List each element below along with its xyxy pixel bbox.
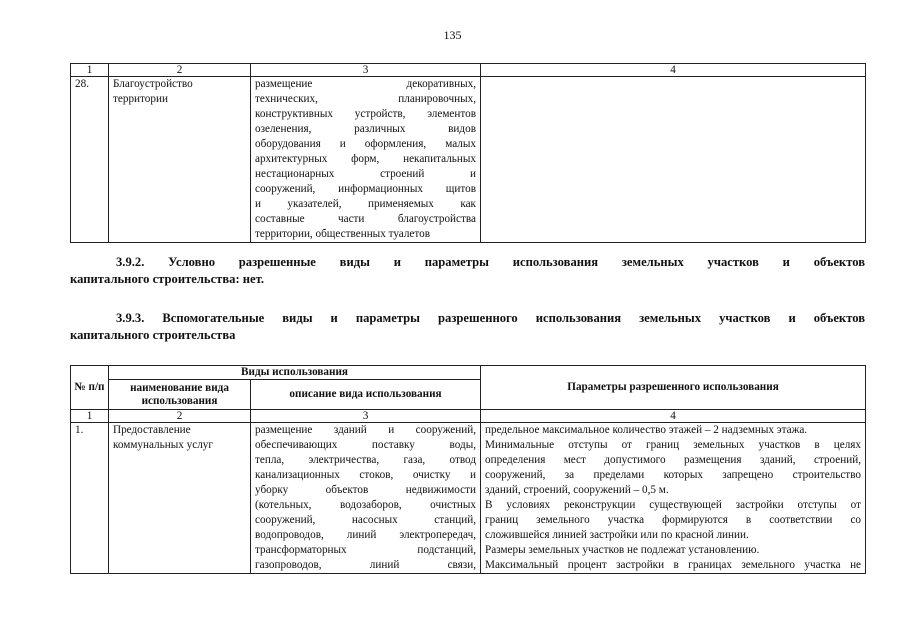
column-number: 4 [481, 410, 866, 423]
header-use-kinds: Виды использования [109, 366, 481, 380]
text-line: сложившейся линией застройки или по красной линии. [485, 529, 749, 541]
text-line: нестационарных строений и [255, 168, 476, 180]
heading-line: 3.9.2. Условно разрешенные виды и параметры использования земельных участков и объектов [116, 255, 865, 269]
use-parameters [481, 423, 866, 574]
row-number: 1. [71, 423, 109, 574]
text-line: обеспечивающих поставку воды, [255, 439, 477, 451]
text-line: зданий, строений, сооружений – 0,5 м. [485, 484, 669, 496]
text-line: Благоустройство [113, 78, 193, 90]
use-name [109, 77, 251, 243]
heading-line: капитального строительства [70, 328, 236, 342]
text-line: предельное максимальное количество этажей – 2 надземных этажа. [485, 424, 808, 436]
text-line: коммунальных услуг [113, 439, 213, 451]
text-line: территории, общественных туалетов [255, 228, 431, 240]
use-parameters [481, 77, 866, 243]
row-number: 28. [71, 77, 109, 243]
text-line: озеленения, различных видов [255, 123, 476, 135]
column-number: 2 [109, 410, 251, 423]
column-number: 3 [251, 64, 481, 77]
use-name [109, 423, 251, 574]
text-line: сооружений, информационных щитов [255, 183, 476, 195]
text-line: газопроводов, линий связи, [255, 559, 477, 571]
text-line: размещение зданий и сооружений, [255, 424, 477, 436]
text-line: размещение декоративных, [255, 78, 476, 90]
column-number-row [71, 64, 866, 77]
heading-line: капитального строительства: нет. [70, 272, 265, 286]
text-line: Максимальный процент застройки в границах земельного участка не [485, 559, 862, 571]
text-line: тепла, электричества, газа, отвод [255, 454, 477, 466]
text-line: архитектурных форм, некапитальных [255, 153, 476, 165]
column-number: 4 [481, 64, 866, 77]
column-number-row [71, 410, 866, 423]
text-line: сооружений, за пределами которых запрещено строительство [485, 469, 862, 481]
text-line: составные части благоустройства [255, 213, 476, 225]
header-parameters: Параметры разрешенного использования [481, 366, 866, 410]
table-row [71, 77, 866, 243]
text-line: (котельных, водозаборов, очистных [255, 499, 477, 511]
text-line: канализационных стоков, очистку и [255, 469, 477, 481]
column-number: 1 [71, 64, 109, 77]
text-line: Предоставление [113, 424, 191, 436]
text-line: трансформаторных подстанций, [255, 544, 477, 556]
column-number: 1 [71, 410, 109, 423]
text-line: В условиях реконструкции существующей застройки отступы от [485, 499, 862, 511]
table-continuation [70, 63, 866, 243]
use-description [251, 77, 481, 243]
text-line: Размеры земельных участков не подлежат установлению. [485, 544, 760, 556]
use-description [251, 423, 481, 574]
text-line: водопроводов, линий электропередач, [255, 529, 477, 541]
section-heading-auxiliary-uses [70, 310, 865, 344]
column-number: 2 [109, 64, 251, 77]
section-heading-conditional-uses [70, 254, 865, 288]
text-line: уборку объектов недвижимости [255, 484, 477, 496]
auxiliary-uses-table [70, 365, 866, 574]
header-use-name: наименование вида использования [109, 380, 251, 410]
text-line: территории [113, 93, 168, 105]
page-number: 135 [443, 28, 462, 42]
table-row [71, 423, 866, 574]
text-line: Минимальные отступы от границ земельных участков в целях [485, 439, 862, 451]
text-line: определения мест допустимого размещения зданий, строений, [485, 454, 862, 466]
header-row [71, 366, 866, 380]
heading-line: 3.9.3. Вспомогательные виды и параметры разрешенного использования земельных участков и объектов [116, 311, 865, 325]
header-number: № п/п [71, 366, 109, 410]
text-line: технических, планировочных, [255, 93, 476, 105]
column-number: 3 [251, 410, 481, 423]
text-line: конструктивных устройств, элементов [255, 108, 476, 120]
header-use-description: описание вида использования [251, 380, 481, 410]
text-line: и указателей, применяемых как [255, 198, 476, 210]
text-line: оборудования и оформления, малых [255, 138, 476, 150]
text-line: сооружений, насосных станций, [255, 514, 477, 526]
text-line: границ земельного участка формируются в соответствии со [485, 514, 862, 526]
